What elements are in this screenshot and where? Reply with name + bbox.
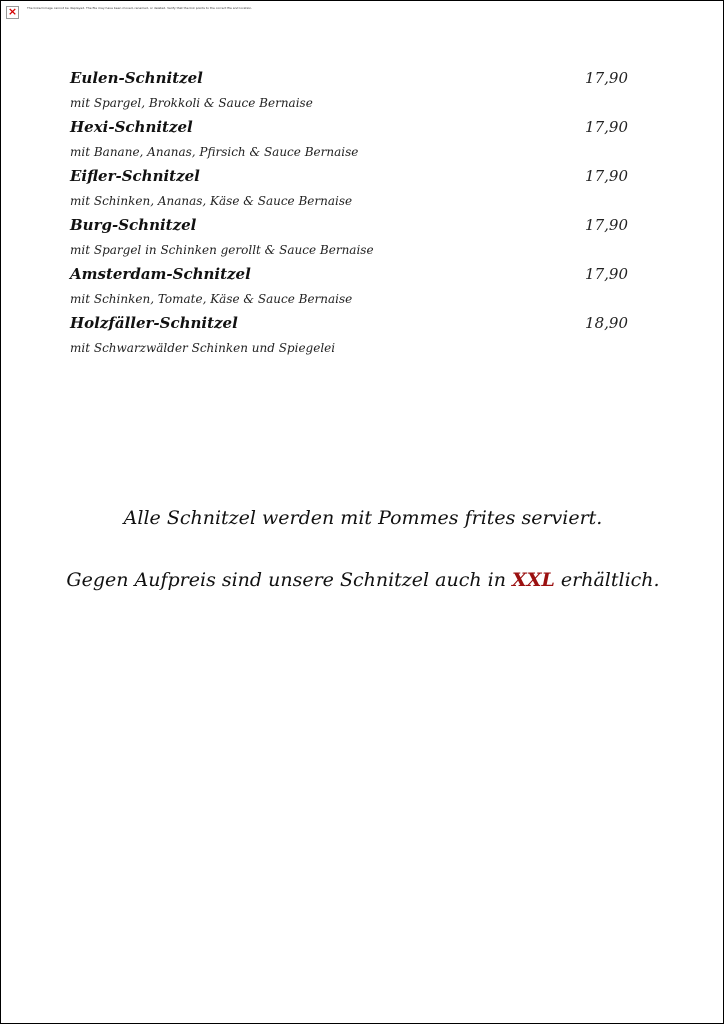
schnitzel-menu-list xyxy=(70,65,630,359)
menu-item-description: mit Schwarzwälder Schinken und Spiegelei xyxy=(70,341,336,355)
menu-item-description: mit Spargel in Schinken gerollt & Sauce Bernaise xyxy=(70,243,374,257)
menu-item-name: Eifler-Schnitzel xyxy=(70,167,200,185)
close-x-icon: × xyxy=(7,5,18,18)
broken-image-icon xyxy=(6,6,19,19)
menu-item-price: 17,90 xyxy=(585,265,628,283)
menu-item xyxy=(70,310,630,359)
menu-item xyxy=(70,65,630,114)
menu-item-description: mit Spargel, Brokkoli & Sauce Bernaise xyxy=(70,96,313,110)
menu-item-price: 18,90 xyxy=(585,314,628,332)
xxl-note-prefix: Gegen Aufpreis sind unsere Schnitzel auch in xyxy=(66,569,513,591)
menu-item-name: Hexi-Schnitzel xyxy=(70,118,193,136)
xxl-highlight: XXL xyxy=(512,569,555,591)
menu-item-name: Holzfäller-Schnitzel xyxy=(70,314,238,332)
menu-item-price: 17,90 xyxy=(585,69,628,87)
menu-item-price: 17,90 xyxy=(585,167,628,185)
menu-item-name: Burg-Schnitzel xyxy=(70,216,197,234)
menu-item xyxy=(70,261,630,310)
broken-image-alt-text: The linked image cannot be displayed. The file may have been moved, renamed, or deleted. Verify that the link points to the correct file and location. xyxy=(27,6,253,10)
menu-item xyxy=(70,212,630,261)
xxl-note-suffix: erhältlich. xyxy=(554,569,660,591)
menu-item xyxy=(70,163,630,212)
side-dish-note: Alle Schnitzel werden mit Pommes frites serviert. xyxy=(123,507,603,529)
menu-item-description: mit Schinken, Ananas, Käse & Sauce Bernaise xyxy=(70,194,353,208)
menu-item xyxy=(70,114,630,163)
menu-item-price: 17,90 xyxy=(585,118,628,136)
menu-item-name: Eulen-Schnitzel xyxy=(70,69,203,87)
menu-item-description: mit Banane, Ananas, Pfirsich & Sauce Bernaise xyxy=(70,145,359,159)
menu-item-description: mit Schinken, Tomate, Käse & Sauce Bernaise xyxy=(70,292,353,306)
menu-item-name: Amsterdam-Schnitzel xyxy=(70,265,251,283)
xxl-note xyxy=(1,569,724,591)
menu-item-price: 17,90 xyxy=(585,216,628,234)
